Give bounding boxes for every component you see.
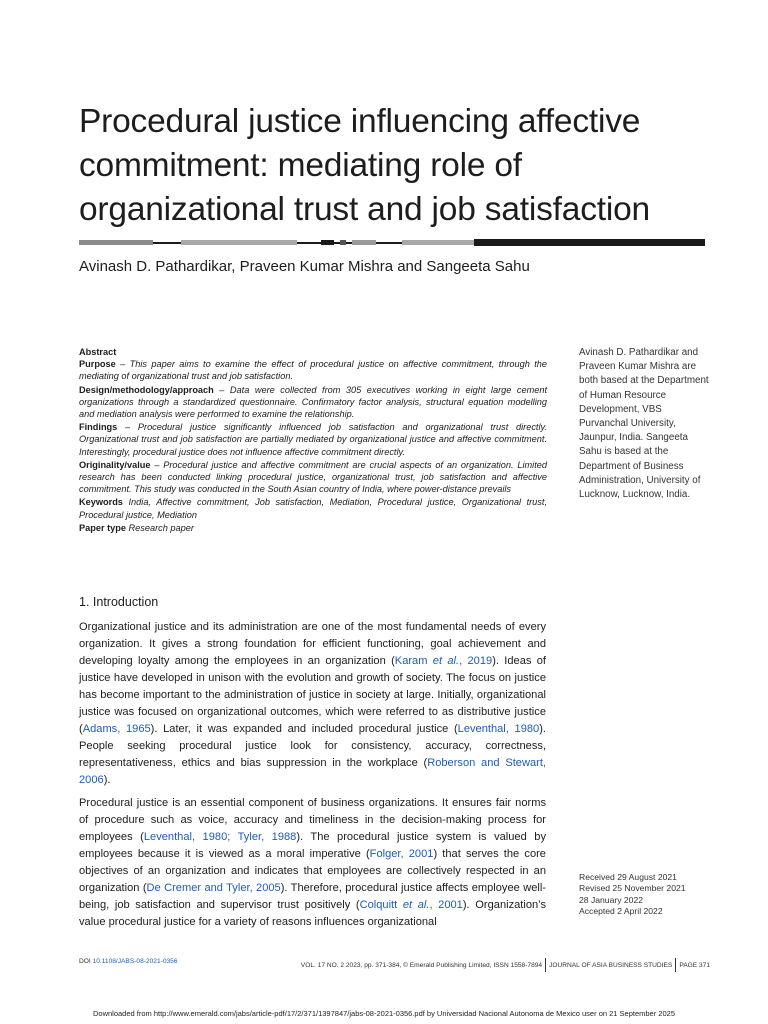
author-list: Avinash D. Pathardikar, Praveen Kumar Mishra and Sangeeta Sahu: [79, 258, 530, 275]
title-line: Procedural justice influencing affective: [79, 103, 641, 140]
keywords-text: India, Affective commitment, Job satisfaction, Mediation, Procedural justice, Organizational trust, Procedural justice, Mediation: [79, 497, 547, 520]
paragraph-text: ). The procedural justice system is valued by employees because it is viewed as a moral imperative (: [79, 831, 546, 860]
footer-journal-info: [301, 958, 710, 972]
paper-type-label: Paper type: [79, 522, 126, 533]
doi-label: DOI: [79, 958, 93, 965]
intro-paragraph-2: [79, 795, 546, 931]
originality-label: Originality/value: [79, 459, 151, 470]
citation-author: Karam: [394, 655, 433, 667]
article-title: [79, 100, 719, 232]
citation-link[interactable]: [395, 655, 492, 667]
purpose-text: – This paper aims to examine the effect of procedural justice on affective commitment, through the mediating of organizational trust and job satisfaction.: [79, 359, 547, 382]
keywords-label: Keywords: [79, 497, 123, 508]
design-label: Design/methodology/approach: [79, 384, 214, 395]
page-number: PAGE 371: [679, 961, 710, 969]
abstract-heading: Abstract: [79, 347, 117, 357]
abstract-block: [79, 346, 547, 535]
citation-etal: et al.: [402, 899, 430, 911]
abstract-findings: [79, 421, 547, 458]
paragraph-text: ) that serves the core objectives of an organization and indicates that employees are collectively respected in an organization (: [79, 848, 546, 894]
findings-label: Findings: [79, 422, 118, 433]
citation-link[interactable]: [360, 899, 463, 911]
design-text: – Data were collected from 305 executives working in eight large cement organizations through a standardized questionnaire. Confirmatory factor analysis, structural equation modelling and mediation analysis were performed to examine the relationship.: [79, 384, 547, 420]
revised-date: Revised 25 November 2021: [579, 883, 686, 894]
citation-link[interactable]: Leventhal, 1980: [457, 723, 540, 735]
citation-link[interactable]: De Cremer and Tyler, 2005: [146, 882, 281, 894]
introduction-body: [79, 619, 546, 937]
journal-name: JOURNAL OF ASIA BUSINESS STUDIES: [549, 961, 673, 969]
volume-info: VOL. 17 NO. 2 2023, pp. 371-384, © Emerald Publishing Limited, ISSN 1558-7894: [300, 961, 543, 969]
purpose-label: Purpose: [79, 359, 116, 370]
paragraph-text: Organizational justice and its administration are one of the most fundamental needs of every organization. It gives a strong foundation for efficient functioning, goal achievement and developing loyalty among the employees in an organization (: [79, 621, 546, 667]
title-decorative-rule: [79, 239, 705, 247]
citation-link[interactable]: Leventhal, 1980: [143, 831, 228, 843]
title-line: commitment: mediating role of: [79, 147, 522, 184]
abstract-paper-type: [79, 522, 547, 534]
citation-separator: ;: [227, 831, 238, 843]
paragraph-text: Procedural justice is an essential component of business organizations. It ensures fair norms of procedure such as voice, accuracy and timeliness in the decision-making process for employees (: [79, 797, 546, 843]
abstract-design: [79, 384, 547, 421]
paragraph-text: ). Therefore, procedural justice affects employee well-being, job satisfaction and supervisor trust positively (: [79, 882, 547, 911]
doi-line: [79, 958, 178, 965]
abstract-purpose: [79, 358, 547, 382]
received-date: Received 29 August 2021: [579, 872, 677, 882]
abstract-originality: [79, 459, 547, 496]
section-heading-introduction: 1. Introduction: [79, 595, 159, 609]
citation-link[interactable]: Tyler, 1988: [237, 831, 297, 843]
paragraph-text: ). People seeking procedural justice look for consistency, accuracy, correctness, representativeness, ethics and bias suppression in the workplace (: [79, 723, 546, 769]
page-footer: [79, 958, 710, 970]
intro-paragraph-1: [79, 619, 546, 789]
title-line: organizational trust and job satisfaction: [79, 191, 650, 228]
citation-year: , 2019: [459, 655, 493, 667]
article-history: [579, 872, 709, 917]
originality-text: – Procedural justice and affective commitment are crucial aspects of an organization. Limited research has been conducted linking procedural justice, organizational trust, job satisfaction and affective commitment. This study was conducted in the South Asian country of India, where power-distance prevails: [79, 459, 547, 495]
paragraph-text: ). Later, it was expanded and included procedural justice (: [150, 723, 458, 735]
footer-divider: [675, 958, 676, 972]
citation-link[interactable]: Folger, 2001: [369, 848, 434, 860]
footer-divider: [545, 958, 546, 972]
paragraph-text: ). Organization’s value procedural justice for a variety of reasons influences organizational: [79, 899, 546, 928]
citation-link[interactable]: Roberson and Stewart, 2006: [79, 757, 547, 786]
citation-year: , 2001: [429, 899, 463, 911]
download-watermark: Downloaded from http://www.emerald.com/jabs/article-pdf/17/2/371/1397847/jabs-08-2021-0356.pdf by Universidad Nacional Autonoma de Mexico user on 21 September 2025: [92, 1009, 675, 1018]
citation-author: Colquitt: [359, 899, 403, 911]
doi-link[interactable]: 10.1108/JABS-08-2021-0356: [92, 958, 178, 965]
abstract-keywords: [79, 496, 547, 520]
author-affiliation-note: Avinash D. Pathardikar and Praveen Kumar Mishra are both based at the Department of Human Resource Development, VBS Purvanchal University, Jaunpur, India. Sangeeta Sahu is based at the Department of Business Administration, University of Lucknow, Lucknow, India.: [579, 347, 709, 501]
findings-text: – Procedural justice significantly influenced job satisfaction and organizational trust directly. Organizational trust and job satisfaction are partially mediated by organizational justice and affective commitment. Interestingly, procedural justice does not influence affective commitment directly.: [79, 422, 547, 457]
revised-date-2: 28 January 2022: [579, 894, 644, 905]
paragraph-text: ). Ideas of justice have developed in unison with the evolution and growth of society. The focus on justice has become important to the administration of justice in society at large. Initially, organizational justice was focused on organizational outcomes, which were referred to as distributive justice (: [79, 655, 546, 735]
citation-etal: et al.: [432, 655, 460, 667]
accepted-date: Accepted 2 April 2022: [579, 905, 663, 916]
paragraph-text: ).: [103, 774, 111, 786]
paper-type-text: Research paper: [128, 522, 194, 533]
citation-link[interactable]: Adams, 1965: [82, 723, 151, 735]
